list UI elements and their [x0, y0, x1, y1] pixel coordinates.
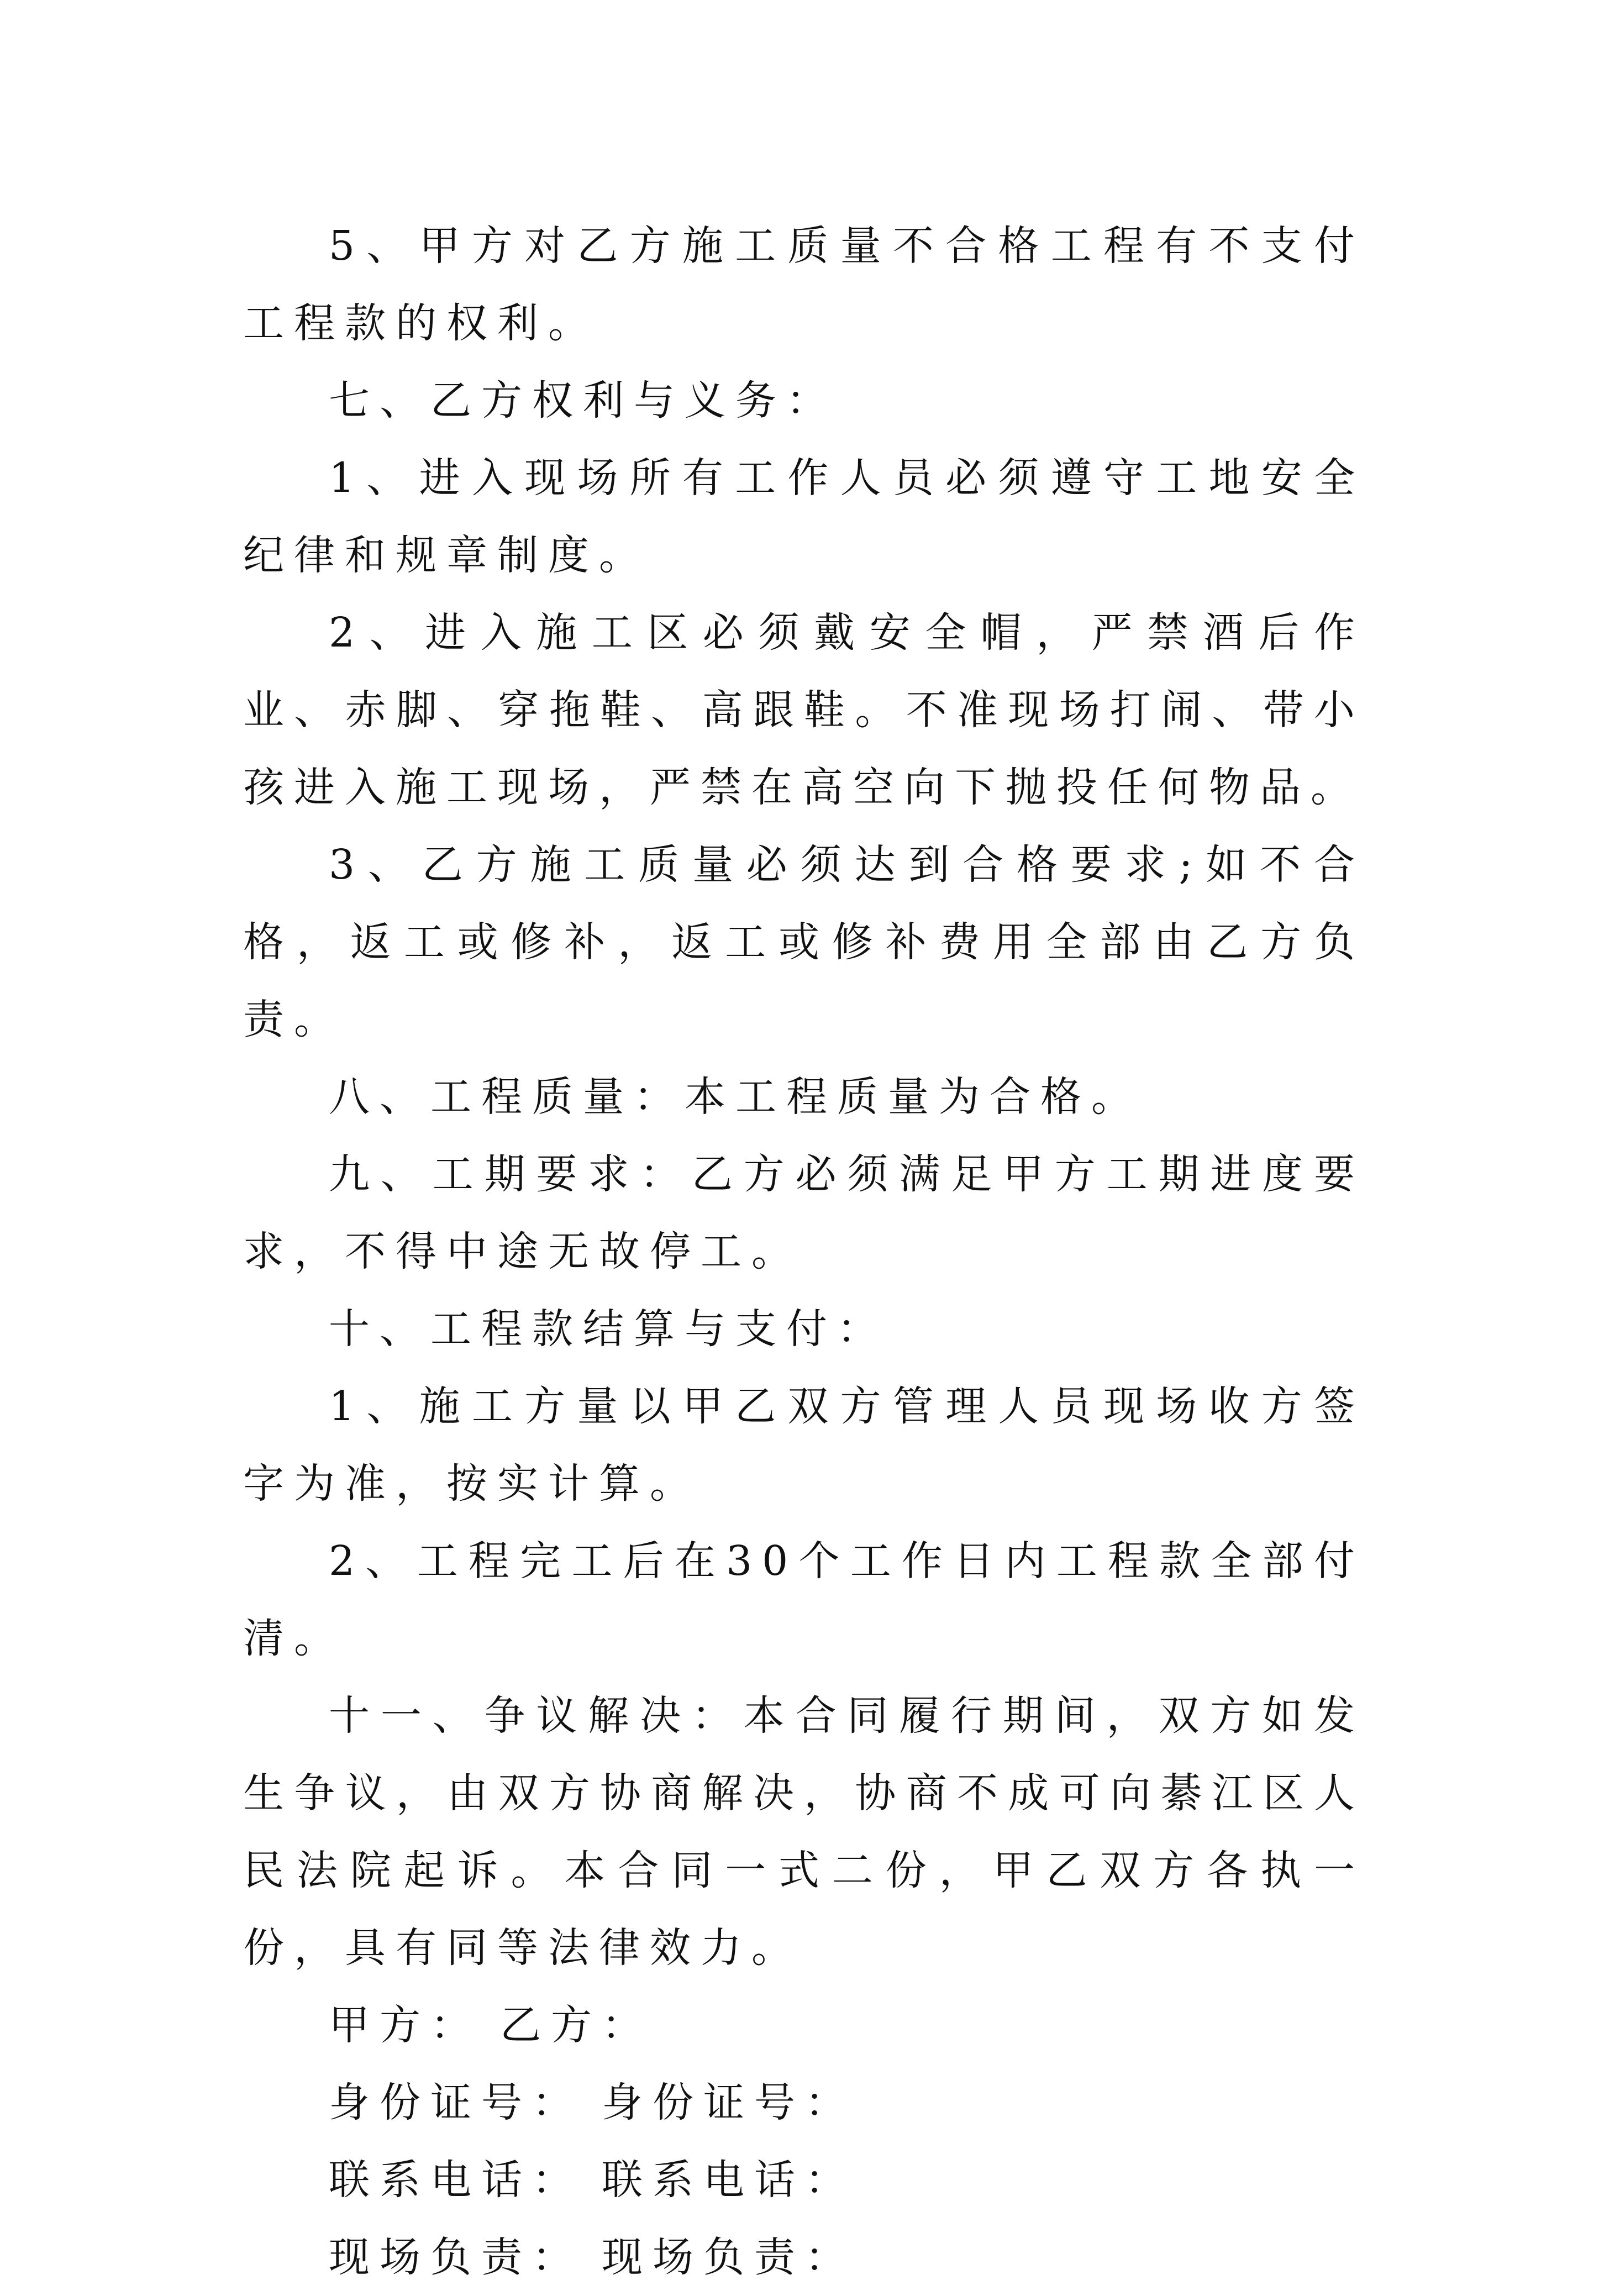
clause-7-2: 2、进入施工区必须戴安全帽，严禁酒后作业、赤脚、穿拖鞋、高跟鞋。不准现场打闹、带小孩进入施工现场，严禁在高空向下抛投任何物品。: [243, 609, 1365, 811]
section-10-heading: 十、工程款结算与支付：: [329, 1305, 888, 1353]
party-a-id-label: 身份证号：: [329, 2079, 583, 2126]
party-b-id-label: 身份证号：: [602, 2079, 856, 2126]
clause-7-3: 3、乙方施工质量必须达到合格要求;如不合格，返工或修补，返工或修补费用全部由乙方负责。: [243, 841, 1365, 1043]
signature-site-line: [243, 2219, 1365, 2296]
signature-party-line: [243, 1987, 1365, 2064]
section-7-heading: 七、乙方权利与义务：: [329, 377, 837, 424]
party-a-label: 甲方：: [329, 2001, 481, 2049]
clause-10-1: 1、施工方量以甲乙双方管理人员现场收方签字为准，按实计算。: [243, 1383, 1365, 1507]
contract-body: [243, 207, 1365, 2296]
party-a-phone-label: 联系电话：: [329, 2156, 583, 2204]
party-b-site-label: 现场负责：: [602, 2234, 856, 2281]
party-b-label: 乙方：: [500, 2001, 653, 2049]
clause-5-party-a-rights: 5、甲方对乙方施工质量不合格工程有不支付工程款的权利。: [243, 222, 1365, 347]
clause-7-1: 1、进入现场所有工作人员必须遵守工地安全纪律和规章制度。: [243, 454, 1365, 579]
clause-10-2: 2、工程完工后在30个工作日内工程款全部付清。: [243, 1537, 1365, 1662]
signature-phone-line: [243, 2141, 1365, 2219]
signature-id-line: [243, 2064, 1365, 2141]
section-9-schedule: 九、工期要求：乙方必须满足甲方工期进度要求，不得中途无故停工。: [243, 1150, 1365, 1275]
party-a-site-label: 现场负责：: [329, 2234, 583, 2281]
section-8-quality: 八、工程质量：本工程质量为合格。: [329, 1073, 1142, 1121]
party-b-phone-label: 联系电话：: [602, 2156, 856, 2204]
section-11-dispute: 十一、争议解决：本合同履行期间，双方如发生争议，由双方协商解决，协商不成可向綦江区人民法院起诉。本合同一式二份，甲乙双方各执一份，具有同等法律效力。: [243, 1692, 1365, 1972]
